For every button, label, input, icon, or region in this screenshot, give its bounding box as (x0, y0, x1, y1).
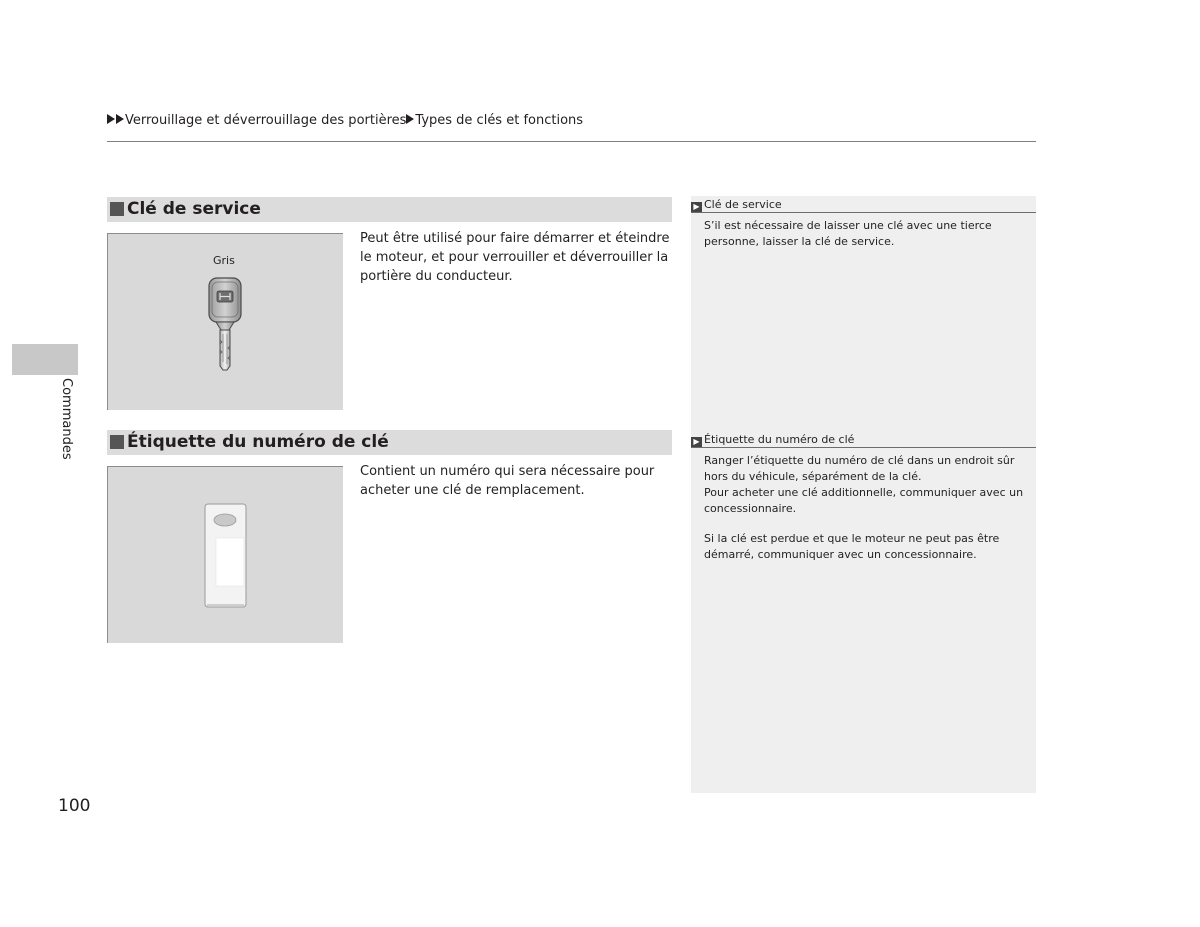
note-body-key-number-tag (704, 453, 1029, 563)
note-body-service-key (704, 218, 1029, 250)
service-key-illustration (107, 233, 343, 410)
key-color-label: Gris (213, 254, 235, 267)
chapter-tab-label: Commandes (59, 378, 74, 460)
section-title: Clé de service (127, 199, 261, 219)
key-number-tag-illustration (107, 466, 343, 643)
breadcrumb-arrow-icon (107, 114, 115, 124)
note-paragraph: S’il est nécessaire de laisser une clé avec une tierce personne, laisser la clé de service. (704, 219, 992, 248)
note-paragraph: Ranger l’étiquette du numéro de clé dans un endroit sûr hors du véhicule, séparément de la clé. (704, 454, 1015, 483)
breadcrumb-item-door-locking[interactable]: Verrouillage et déverrouillage des portières (125, 113, 407, 128)
note-header-key-number-tag (691, 432, 1036, 448)
section-header-key-number-tag (107, 430, 672, 455)
breadcrumb-arrow-icon (116, 114, 124, 124)
section-header-service-key (107, 197, 672, 222)
section-marker-icon (110, 435, 124, 449)
note-title: Étiquette du numéro de clé (704, 433, 855, 446)
header-divider (107, 141, 1036, 142)
key-number-tag-description: Contient un numéro qui sera nécessaire pour acheter une clé de remplacement. (360, 464, 655, 498)
chapter-tab[interactable] (12, 344, 78, 375)
key-tag-icon (108, 467, 343, 643)
breadcrumb (107, 112, 583, 130)
note-header-service-key (691, 197, 1036, 213)
note-paragraph: Pour acheter une clé additionnelle, communiquer avec un concessionnaire. (704, 486, 1024, 515)
breadcrumb-item-key-types[interactable]: Types de clés et fonctions (415, 113, 584, 128)
service-key-description: Peut être utilisé pour faire démarrer et éteindre le moteur, et pour verrouiller et déverrouiller la portière du conducteur. (360, 231, 670, 284)
note-reference-icon: ▶ (691, 202, 702, 212)
breadcrumb-arrow-icon (406, 114, 414, 124)
section-title: Étiquette du numéro de clé (127, 432, 389, 452)
note-paragraph: Si la clé est perdue et que le moteur ne peut pas être démarré, communiquer avec un concessionnaire. (704, 532, 1000, 561)
note-reference-icon: ▶ (691, 437, 702, 447)
page-number: 100 (58, 796, 91, 816)
section-marker-icon (110, 202, 124, 216)
note-title: Clé de service (704, 198, 782, 211)
service-key-icon (108, 234, 343, 410)
